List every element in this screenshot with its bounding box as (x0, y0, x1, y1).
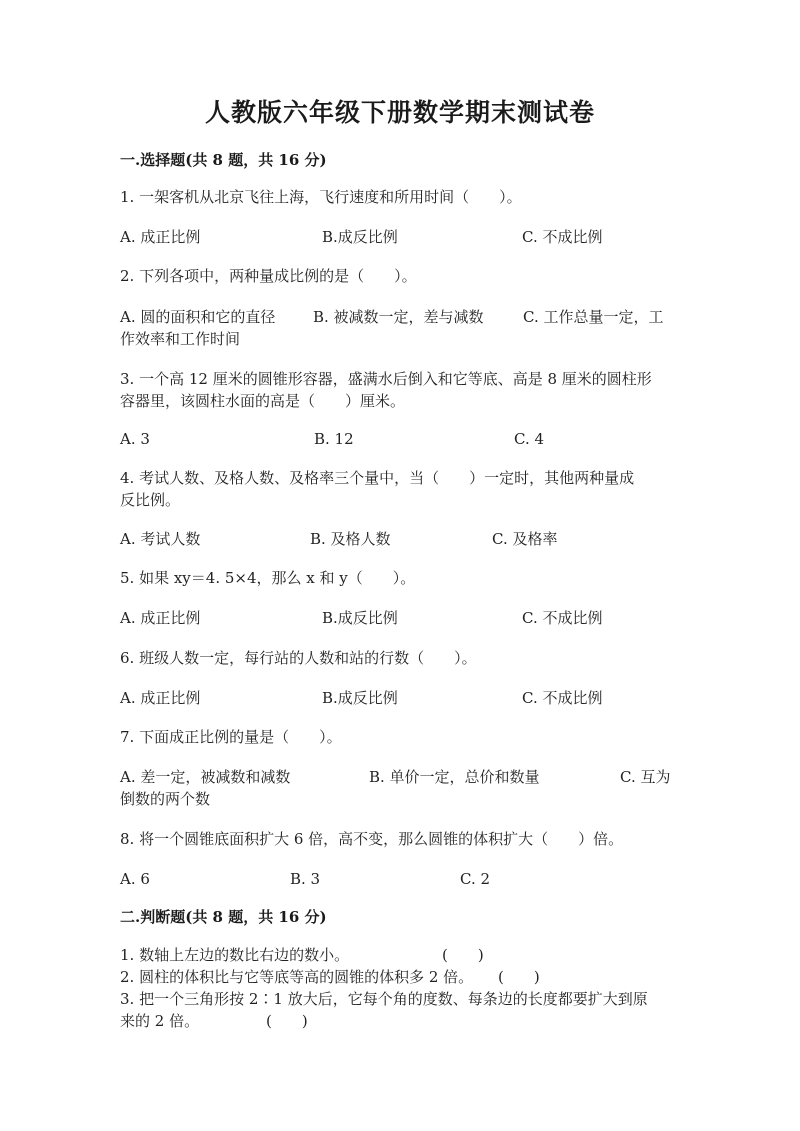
question-2: 2. 下列各项中，两种量成比例的是（ ）。 (120, 267, 417, 285)
q7-option-c: C. 互为 (620, 768, 671, 786)
q7-options (120, 766, 680, 810)
q2-option-b: B. 被减数一定，差与减数 (313, 308, 484, 326)
q2-options (120, 306, 680, 350)
q8-option-a: A. 6 (120, 870, 150, 888)
question-3-line2: 容器里，该圆柱水面的高是（ ）厘米。 (120, 392, 406, 410)
q2-option-a: A. 圆的面积和它的直径 (120, 308, 276, 326)
q7-option-a: A. 差一定，被减数和减数 (120, 768, 291, 786)
q6-option-a: A. 成正比例 (120, 689, 201, 707)
q1-option-b: B.成反比例 (322, 228, 398, 246)
q3-option-a: A. 3 (120, 430, 150, 448)
tf-item-1 (120, 944, 680, 966)
q8-option-b: B. 3 (290, 870, 321, 888)
question-6: 6. 班级人数一定，每行站的人数和站的行数（ ）。 (120, 649, 477, 667)
question-5: 5. 如果 xy＝4. 5×4，那么 x 和 y（ ）。 (120, 569, 416, 587)
tf-item-2 (120, 966, 680, 988)
q5-option-c: C. 不成比例 (522, 609, 603, 627)
q2-option-c: C. 工作总量一定，工 (523, 308, 664, 326)
tf-item-1-answer-paren: ( ) (442, 946, 484, 964)
q3-option-b: B. 12 (314, 430, 354, 448)
q7-option-c-continued: 倒数的两个数 (120, 790, 211, 808)
q2-option-c-continued: 作效率和工作时间 (120, 330, 241, 348)
question-4-line1: 4. 考试人数、及格人数、及格率三个量中，当（ ）一定时，其他两种量成 (120, 469, 635, 487)
tf-item-2-answer-paren: ( ) (498, 968, 540, 986)
section-header-true-false: 二.判断题(共 8 题，共 16 分) (120, 908, 327, 926)
question-8: 8. 将一个圆锥底面积扩大 6 倍，高不变，那么圆锥的体积扩大（ ）倍。 (120, 830, 624, 848)
tf-item-3-line1: 3. 把一个三角形按 2∶1 放大后，它每个角的度数、每条边的长度都要扩大到原 (120, 990, 648, 1008)
tf-item-2-text: 2. 圆柱的体积比与它等底等高的圆锥的体积多 2 倍。 (120, 968, 474, 986)
q8-option-c: C. 2 (460, 870, 491, 888)
tf-item-1-text: 1. 数轴上左边的数比右边的数小。 (120, 946, 350, 964)
q6-option-b: B.成反比例 (322, 689, 398, 707)
q5-option-a: A. 成正比例 (120, 609, 201, 627)
question-7: 7. 下面成正比例的量是（ ）。 (120, 728, 342, 746)
q4-option-a: A. 考试人数 (120, 530, 201, 548)
tf-item-3-line2 (120, 1010, 680, 1032)
q4-option-b: B. 及格人数 (310, 530, 391, 548)
q1-option-a: A. 成正比例 (120, 228, 201, 246)
section-header-choice: 一.选择题(共 8 题，共 16 分) (120, 151, 327, 169)
question-3-line1: 3. 一个高 12 厘米的圆锥形容器，盛满水后倒入和它等底、高是 8 厘米的圆柱形 (120, 370, 652, 388)
q7-option-b: B. 单价一定，总价和数量 (369, 768, 540, 786)
q3-option-c: C. 4 (514, 430, 545, 448)
question-4-line2: 反比例。 (120, 491, 181, 509)
q5-option-b: B.成反比例 (322, 609, 398, 627)
tf-item-3-text-continued: 来的 2 倍。 (120, 1012, 200, 1030)
page-title: 人教版六年级下册数学期末测试卷 (204, 98, 595, 127)
q4-option-c: C. 及格率 (492, 530, 558, 548)
q1-option-c: C. 不成比例 (522, 228, 603, 246)
question-1: 1. 一架客机从北京飞往上海，飞行速度和所用时间（ ）。 (120, 188, 522, 206)
q6-option-c: C. 不成比例 (522, 689, 603, 707)
tf-item-3-answer-paren: ( ) (266, 1012, 308, 1030)
